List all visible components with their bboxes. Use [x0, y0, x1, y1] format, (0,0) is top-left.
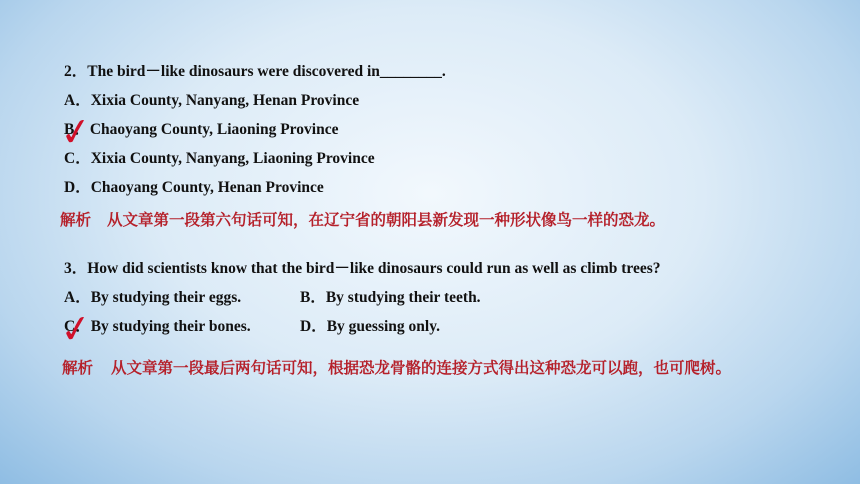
q3-option-b: B．By studying their teeth.: [300, 289, 481, 306]
q3-option-d: D．By guessing only.: [300, 318, 440, 335]
q2-option-d: D．Chaoyang County, Henan Province: [64, 179, 324, 196]
q2-answer-check-icon: ✓: [57, 107, 95, 157]
q3-answer-check-icon: ✓: [57, 304, 95, 354]
q3-analysis-label: 解析: [62, 360, 94, 377]
q2-stem: 2．The bird－like dinosaurs were discovered in________.: [64, 63, 446, 80]
q3-analysis-text: 从文章第一段最后两句话可知，根据恐龙骨骼的连接方式得出这种恐龙可以跑，也可爬树。: [111, 360, 732, 377]
q3-analysis: [62, 359, 731, 379]
q2-analysis-label: 解析: [60, 212, 92, 229]
q3-stem: 3．How did scientists know that the bird－like dinosaurs could run as well as climb trees?: [64, 260, 661, 277]
q2-analysis: [60, 211, 665, 231]
q2-analysis-text: 从文章第一段第六句话可知，在辽宁省的朝阳县新发现一种形状像鸟一样的恐龙。: [107, 212, 666, 229]
q3-option-c: C．By studying their bones.: [64, 318, 251, 335]
q2-option-a: A．Xixia County, Nanyang, Henan Province: [64, 92, 360, 109]
q2-option-b: B．Chaoyang County, Liaoning Province: [64, 121, 339, 138]
q2-option-c: C．Xixia County, Nanyang, Liaoning Province: [64, 150, 375, 167]
q3-option-a: A．By studying their eggs.: [64, 289, 242, 306]
